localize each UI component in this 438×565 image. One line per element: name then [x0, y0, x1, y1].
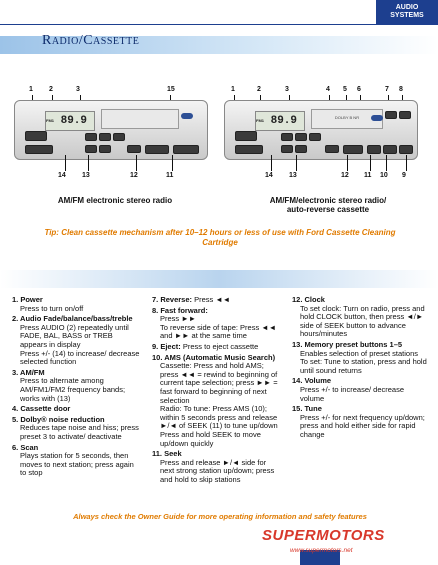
leader	[136, 155, 137, 171]
callout-9: 9	[402, 172, 406, 179]
item-title: 11. Seek	[152, 449, 182, 459]
callout-10: 10	[380, 172, 388, 179]
preset-4-button[interactable]	[295, 145, 307, 153]
clock-button[interactable]	[127, 145, 141, 153]
callout-13: 13	[289, 172, 297, 179]
preset-2-button[interactable]	[295, 133, 307, 141]
callout-1: 1	[29, 86, 33, 93]
radio-caption: AM/FM/electronic stereo radio/ auto-reverse cassette	[269, 196, 387, 214]
item-desc: Press AUDIO (2) repeatedly until FADE, BAL, BASS or TREB appears in display Press +/- (14) to increase/ decrease selected function	[20, 322, 140, 367]
footer-note: Always check the Owner Guide for more operating information and safety features	[73, 512, 367, 521]
dolby-label: DOLBY B NR	[334, 115, 360, 120]
callout-11: 11	[364, 172, 372, 179]
item-desc: Press ►► To reverse side of tape: Press ◄◄ and ►► at the same time	[160, 314, 277, 341]
preset-3-button[interactable]	[85, 145, 97, 153]
item-desc: Press and release ►/◄ side for next strong station up/down; press and hold to skip stations	[160, 457, 275, 484]
item-title: 6. Scan	[12, 442, 39, 452]
section-tab	[376, 0, 438, 24]
instruction-item	[12, 405, 140, 414]
instruction-item	[152, 307, 282, 341]
frequency-readout: 89.9	[60, 115, 88, 127]
preset-3-button[interactable]	[281, 145, 293, 153]
seek-button[interactable]	[343, 145, 363, 154]
item-title: 8. Fast forward:	[152, 305, 208, 315]
item-title: 10. AMS (Automatic Music Search)	[152, 352, 276, 362]
leader	[88, 155, 89, 171]
display	[255, 111, 305, 131]
page-title: Radio/Cassette	[42, 33, 140, 48]
item-desc: Press +/- to increase/ decrease volume	[300, 384, 405, 403]
watermark-url: www.supermotors.net	[290, 547, 353, 554]
item-title: 1. Power	[12, 295, 43, 304]
power-audio-button[interactable]	[25, 131, 47, 141]
preset-4-button[interactable]	[99, 145, 111, 153]
item-desc: Press to turn on/off	[20, 303, 84, 313]
instructions-column-2	[152, 296, 282, 486]
frequency-readout: 89.9	[270, 115, 298, 127]
leader	[406, 155, 407, 171]
instruction-item	[292, 377, 428, 403]
leader	[386, 155, 387, 171]
preset-2-button[interactable]	[99, 133, 111, 141]
instruction-item	[152, 343, 282, 352]
instruction-item	[12, 296, 140, 313]
preset-5-button[interactable]	[113, 133, 125, 141]
display	[45, 111, 95, 131]
tune-button[interactable]	[383, 145, 397, 154]
item-desc: Enables selection of preset stations To set: Tune to station, press and hold until sound returns	[300, 348, 427, 375]
tip-text: Tip: Clean cassette mechanism after 10–12 hours or less of use with Ford Cassette Cleaning Cartridge	[44, 228, 396, 247]
instruction-item	[12, 369, 140, 403]
ams-button[interactable]	[367, 145, 381, 154]
item-title: 5. Dolby® noise reduction	[12, 414, 105, 424]
fast-forward-button[interactable]	[399, 111, 411, 119]
preset-1-button[interactable]	[281, 133, 293, 141]
item-title: 2. Audio Fade/balance/bass/treble	[12, 314, 133, 324]
band-readout: FM1	[256, 118, 264, 123]
item-title: 7. Reverse:	[152, 295, 193, 304]
callout-12: 12	[341, 172, 349, 179]
instruction-item	[12, 315, 140, 367]
ford-logo-icon	[181, 113, 193, 119]
leader	[172, 155, 173, 171]
instructions-column-1	[12, 296, 140, 480]
radio-face-slot	[101, 109, 179, 129]
leader	[347, 155, 348, 171]
instruction-item	[292, 296, 428, 339]
item-desc: Press to alternate among AM/FM1/FM2 frequency bands; works with (13)	[20, 376, 126, 403]
separator-band	[0, 270, 438, 288]
callout-4: 4	[326, 86, 330, 93]
instruction-item	[292, 341, 428, 375]
instruction-item	[152, 354, 282, 449]
item-desc: Reduces tape noise and hiss; press preset 3 to activate/ deactivate	[20, 423, 139, 441]
power-audio-button[interactable]	[235, 131, 257, 141]
callout-14: 14	[265, 172, 273, 179]
ford-logo-icon	[371, 115, 383, 121]
instruction-item	[12, 416, 140, 442]
eject-button[interactable]	[399, 145, 413, 154]
preset-1-button[interactable]	[85, 133, 97, 141]
item-title: 12. Clock	[292, 295, 325, 304]
callout-3: 3	[76, 86, 80, 93]
callout-2: 2	[49, 86, 53, 93]
item-desc: To set clock: Turn on radio, press and hold CLOCK button, then press ◄/► side of SEEK button to advance hours/minutes	[300, 303, 425, 339]
header-rule	[0, 24, 438, 25]
item-title: 9. Eject:	[152, 341, 181, 351]
instruction-item	[292, 405, 428, 439]
seek-button[interactable]	[145, 145, 169, 154]
callout-13: 13	[82, 172, 90, 179]
item-desc: Press to eject cassette	[182, 341, 259, 351]
callout-8: 8	[399, 86, 403, 93]
item-title: 3. AM/FM	[12, 367, 45, 377]
leader	[65, 155, 66, 171]
preset-5-button[interactable]	[309, 133, 321, 141]
item-desc: Press ◄◄	[194, 295, 231, 304]
item-desc: Press +/- for next frequency up/down; press and hold either side for rapid change	[300, 412, 425, 439]
rewind-button[interactable]	[385, 111, 397, 119]
callout-11: 11	[166, 172, 174, 179]
callout-3: 3	[285, 86, 289, 93]
instruction-item	[12, 444, 140, 478]
item-desc: Cassette: Press and hold AMS; press ◄◄ = rewind to beginning of current tape selection; press ►► = fast forward to beginning of next selection Radio: To tune: Press AMS (10); within 5 seconds press and release ►/◄ of SEEK (11) to tune up/down Press and hold SEEK to move up/down quickly	[160, 361, 278, 448]
instruction-item	[152, 450, 282, 484]
item-desc: Plays station for 5 seconds, then moves to next station; press again to stop	[20, 451, 134, 478]
radio-unit-am-fm	[14, 100, 208, 160]
callout-7: 7	[385, 86, 389, 93]
item-title: 4. Cassette door	[12, 404, 71, 414]
instructions-column-3	[292, 296, 428, 442]
radio-unit-am-fm-cassette	[224, 100, 418, 160]
tune-button[interactable]	[173, 145, 199, 154]
section-tab-label: AUDIO SYSTEMS	[390, 4, 424, 19]
callout-1: 1	[231, 86, 235, 93]
item-title: 15. Tune	[292, 404, 322, 414]
leader	[296, 155, 297, 171]
instruction-item	[152, 296, 282, 305]
callout-6: 6	[357, 86, 361, 93]
radio-caption: AM/FM electronic stereo radio	[57, 196, 173, 205]
band-readout: FM1	[46, 118, 54, 123]
watermark-logo: SUPERMOTORS	[262, 527, 385, 544]
clock-button[interactable]	[325, 145, 339, 153]
callout-12: 12	[130, 172, 138, 179]
leader	[370, 155, 371, 171]
volume-button[interactable]	[235, 145, 263, 154]
volume-button[interactable]	[25, 145, 53, 154]
item-title: 14. Volume	[292, 376, 332, 386]
callout-2: 2	[257, 86, 261, 93]
item-title: 13. Memory preset buttons 1–5	[292, 339, 403, 349]
callout-14: 14	[58, 172, 66, 179]
callout-5: 5	[343, 86, 347, 93]
leader	[271, 155, 272, 171]
callout-15: 15	[167, 86, 175, 93]
